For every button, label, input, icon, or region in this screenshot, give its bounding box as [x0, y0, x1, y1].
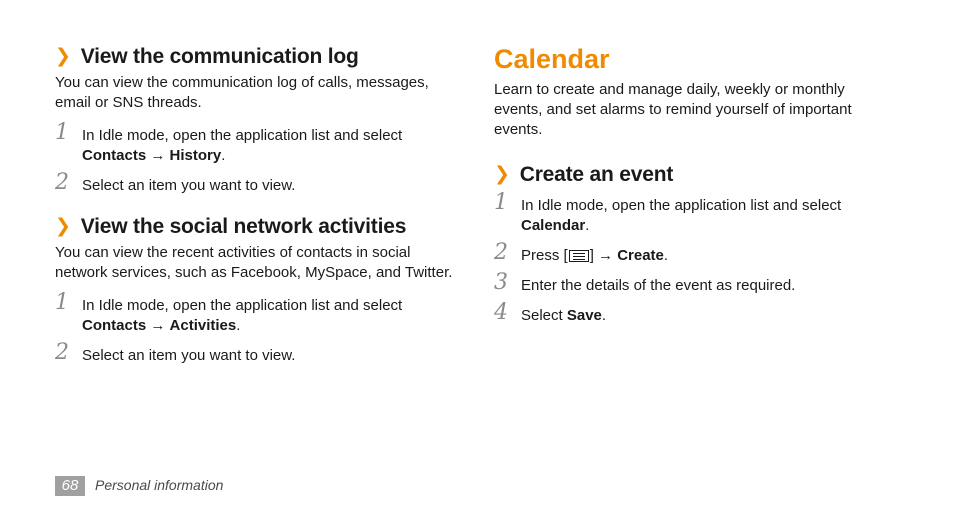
intro-line: You can view the recent activities of contacts in social [55, 244, 411, 261]
section-intro [55, 73, 429, 113]
step-text [521, 196, 841, 236]
intro-line: Learn to create and manage daily, weekly or monthly [494, 81, 845, 98]
page-footer [55, 476, 415, 496]
section-intro [55, 243, 452, 283]
step-text [82, 126, 402, 166]
arrow: → [146, 147, 170, 164]
step-number: 1 [55, 290, 69, 315]
chapter-label: Personal information [95, 477, 224, 493]
step-text-part: Press [ [521, 247, 568, 264]
heading-text: View the communication log [80, 45, 359, 68]
intro-line: email or SNS threads. [55, 94, 202, 111]
step-line: In Idle mode, open the application list and select [82, 127, 403, 144]
section-intro [494, 80, 852, 140]
step-line: In Idle mode, open the application list and select [82, 297, 403, 314]
page-title: Calendar [494, 44, 610, 74]
intro-line: events, and set alarms to remind yourself of important [494, 101, 852, 118]
chevron-right-icon: ❯ [494, 164, 510, 185]
step-line: In Idle mode, open the application list and select [521, 197, 842, 214]
step-line [82, 316, 402, 336]
step-text [82, 296, 402, 336]
step-text: Select an item you want to view. [82, 177, 296, 194]
step-number: 2 [55, 340, 69, 365]
step-text [521, 246, 668, 266]
step-line [82, 146, 402, 166]
bold-term: Activities [169, 317, 237, 334]
period: . [601, 307, 607, 324]
step-number: 1 [494, 190, 508, 215]
bold-term: Save [566, 307, 602, 324]
menu-key-icon [569, 250, 589, 262]
step-number: 2 [55, 170, 69, 195]
step-number: 4 [494, 300, 508, 325]
section-heading-create-event [494, 163, 673, 187]
section-heading-communication-log [55, 45, 359, 69]
period: . [236, 317, 241, 334]
heading-text: Create an event [519, 163, 674, 186]
step-number: 3 [494, 270, 508, 295]
step-text [521, 306, 606, 326]
intro-line: network services, such as Facebook, MySpace, and Twitter. [55, 264, 453, 281]
heading-text: View the social network activities [80, 215, 407, 238]
arrow: → [146, 317, 170, 334]
intro-line: events. [494, 121, 543, 138]
bold-term: Contacts [82, 317, 147, 334]
chevron-right-icon: ❯ [55, 216, 71, 237]
page-number: 68 [55, 476, 85, 496]
chevron-right-icon: ❯ [55, 46, 71, 67]
bold-term: Contacts [82, 147, 147, 164]
step-line [521, 216, 841, 236]
period: . [585, 217, 590, 234]
bold-term: Create [617, 247, 664, 264]
step-text-part: Select [521, 307, 567, 324]
bold-term: Calendar [521, 217, 586, 234]
section-heading-social-network [55, 215, 406, 239]
intro-line: You can view the communication log of calls, messages, [55, 74, 429, 91]
period: . [663, 247, 669, 264]
step-text: Select an item you want to view. [82, 347, 296, 364]
step-number: 2 [494, 240, 508, 265]
period: . [221, 147, 226, 164]
step-text-part: ] → [589, 247, 618, 264]
step-text: Enter the details of the event as required. [521, 277, 796, 294]
step-number: 1 [55, 120, 69, 145]
bold-term: History [169, 147, 222, 164]
